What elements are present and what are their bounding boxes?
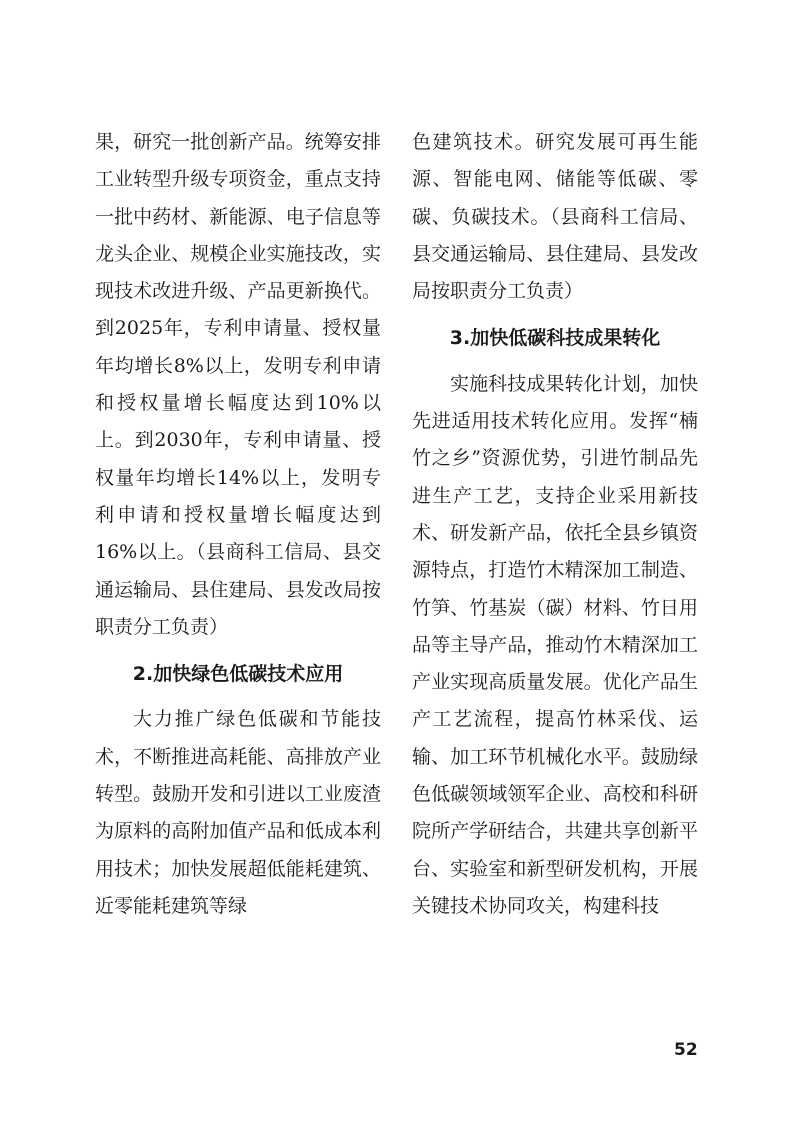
right-paragraph-tech-transfer: 实施科技成果转化计划，加快先进适用技术转化应用。发挥“楠竹之乡”资源优势，引进竹制品先进生产工艺，支持企业采用新技术、研发新产品，依托全县乡镇资源特点，打造竹木精深加工制造、竹笋、竹基炭（碳）材料、竹日用品等主导产品，推动竹木精深加工产业实现高质量发展。优化产品生产工艺流程，提高竹林采伐、运输、加工环节机械化水平。鼓励绿色低碳领域领军企业、高校和科研院所产学研结合，共建共享创新平台、实验室和新型研发机构，开展关键技术协同攻关，构建科技: [412, 372, 698, 917]
section-heading-2: 2.加快绿色低碳技术应用: [132, 663, 344, 686]
page-number: 52: [674, 1040, 698, 1060]
section-heading-3: 3.加快低碳科技成果转化: [449, 327, 661, 350]
left-column: [95, 124, 381, 925]
left-paragraph-green-tech: 大力推广绿色低碳和节能技术，不断推进高耗能、高排放产业转型。鼓励开发和引进以工业废渣为原料的高附加值产品和低成本利用技术；加快发展超低能耗建筑、近零能耗建筑等绿: [95, 708, 381, 917]
left-paragraph-continued: 果，研究一批创新产品。统筹安排工业转型升级专项资金，重点支持一批中药材、新能源、电子信息等龙头企业、规模企业实施技改，实现技术改进升级、产品更新换代。到2025年，专利申请量、授权量年均增长8%以上，发明专利申请和授权量增长幅度达到10%以上。到2030年，专利申请量、授权量年均增长14%以上，发明专利申请和授权量增长幅度达到16%以上。（县商科工信局、县交通运输局、县住建局、县发改局按职责分工负责）: [95, 131, 381, 638]
right-column: [412, 124, 698, 925]
right-paragraph-continued: 色建筑技术。研究发展可再生能源、智能电网、储能等低碳、零碳、负碳技术。（县商科工信局、县交通运输局、县住建局、县发改局按职责分工负责）: [412, 131, 698, 303]
